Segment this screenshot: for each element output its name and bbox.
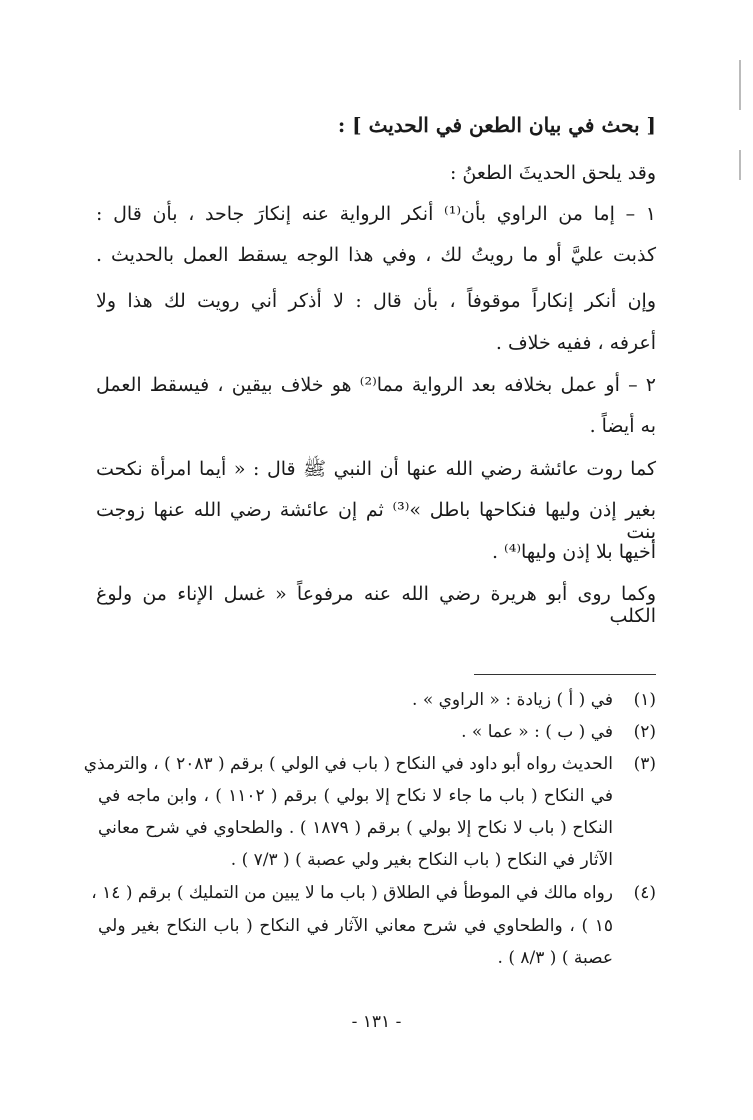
body-line-9: بغير إذن وليها فنكاحها باطل »⁽³⁾ ثم إن عائشة رضي الله عنها زوجت بنت bbox=[96, 499, 656, 543]
body-line-6: ٢ – أو عمل بخلافه بعد الرواية مما⁽²⁾ هو خلاف بيقين ، فيسقط العمل bbox=[96, 374, 656, 396]
edge-mark-top bbox=[739, 60, 741, 110]
body-line-2: ١ – إما من الراوي بأن⁽¹⁾ أنكر الرواية عنه إنكارَ جاحد ، بأن قال : bbox=[96, 203, 656, 225]
footnote-4-number: (٤) bbox=[633, 883, 656, 903]
body-line-4: وإن أنكر إنكاراً موقوفاً ، بأن قال : لا أذكر أني رويت لك هذا ولا bbox=[96, 290, 656, 312]
body-line-8: كما روت عائشة رضي الله عنها أن النبي ﷺ قال : « أيما امرأة نكحت bbox=[96, 458, 656, 480]
footnote-separator bbox=[474, 674, 656, 675]
body-line-1: وقد يلحق الحديثَ الطعنُ : bbox=[449, 162, 656, 184]
body-line-10: أخيها بلا إذن وليها⁽⁴⁾ . bbox=[491, 541, 656, 563]
footnote-3-line-4: الآثار في النكاح ( باب النكاح بغير ولي عصبة ) ( ٧/٣ ) . bbox=[230, 850, 613, 870]
footnote-2-number: (٢) bbox=[633, 722, 656, 742]
page-number: - ١٣١ - bbox=[351, 1012, 402, 1032]
footnote-4-line-1: رواه مالك في الموطأ في الطلاق ( باب ما لا يبين من التمليك ) برقم ( ١٤ ، bbox=[91, 883, 613, 903]
section-heading: [ بحث في بيان الطعن في الحديث ] : bbox=[337, 113, 656, 137]
footnote-4-line-3: عصبة ) ( ٨/٣ ) . bbox=[497, 948, 613, 968]
body-line-5: أعرفه ، ففيه خلاف . bbox=[495, 332, 656, 354]
footnote-2-text: في ( ب ) : « عما » . bbox=[461, 722, 613, 742]
footnote-3-line-1: الحديث رواه أبو داود في النكاح ( باب في الولي ) برقم ( ٢٠٨٣ ) ، والترمذي bbox=[83, 754, 613, 774]
body-line-3: كذبت عليَّ أو ما رويتُ لك ، وفي هذا الوجه يسقط العمل بالحديث . bbox=[96, 244, 656, 266]
footnote-3-line-2: في النكاح ( باب ما جاء لا نكاح إلا بولي ) برقم ( ١١٠٢ ) ، وابن ماجه في bbox=[98, 786, 613, 806]
body-line-7: به أيضاً . bbox=[589, 415, 656, 437]
footnote-1-text: في ( أ ) زيادة : « الراوي » . bbox=[412, 690, 613, 710]
body-line-11: وكما روى أبو هريرة رضي الله عنه مرفوعاً « غسل الإناء من ولوغ الكلب bbox=[96, 583, 656, 627]
footnote-3-number: (٣) bbox=[633, 754, 656, 774]
footnote-3-line-3: النكاح ( باب لا نكاح إلا بولي ) برقم ( ١٨٧٩ ) . والطحاوي في شرح معاني bbox=[98, 818, 614, 838]
edge-mark-middle bbox=[739, 150, 741, 180]
footnote-1-number: (١) bbox=[633, 690, 656, 710]
footnote-4-line-2: ١٥ ) ، والطحاوي في شرح معاني الآثار في النكاح ( باب النكاح بغير ولي bbox=[98, 916, 613, 936]
